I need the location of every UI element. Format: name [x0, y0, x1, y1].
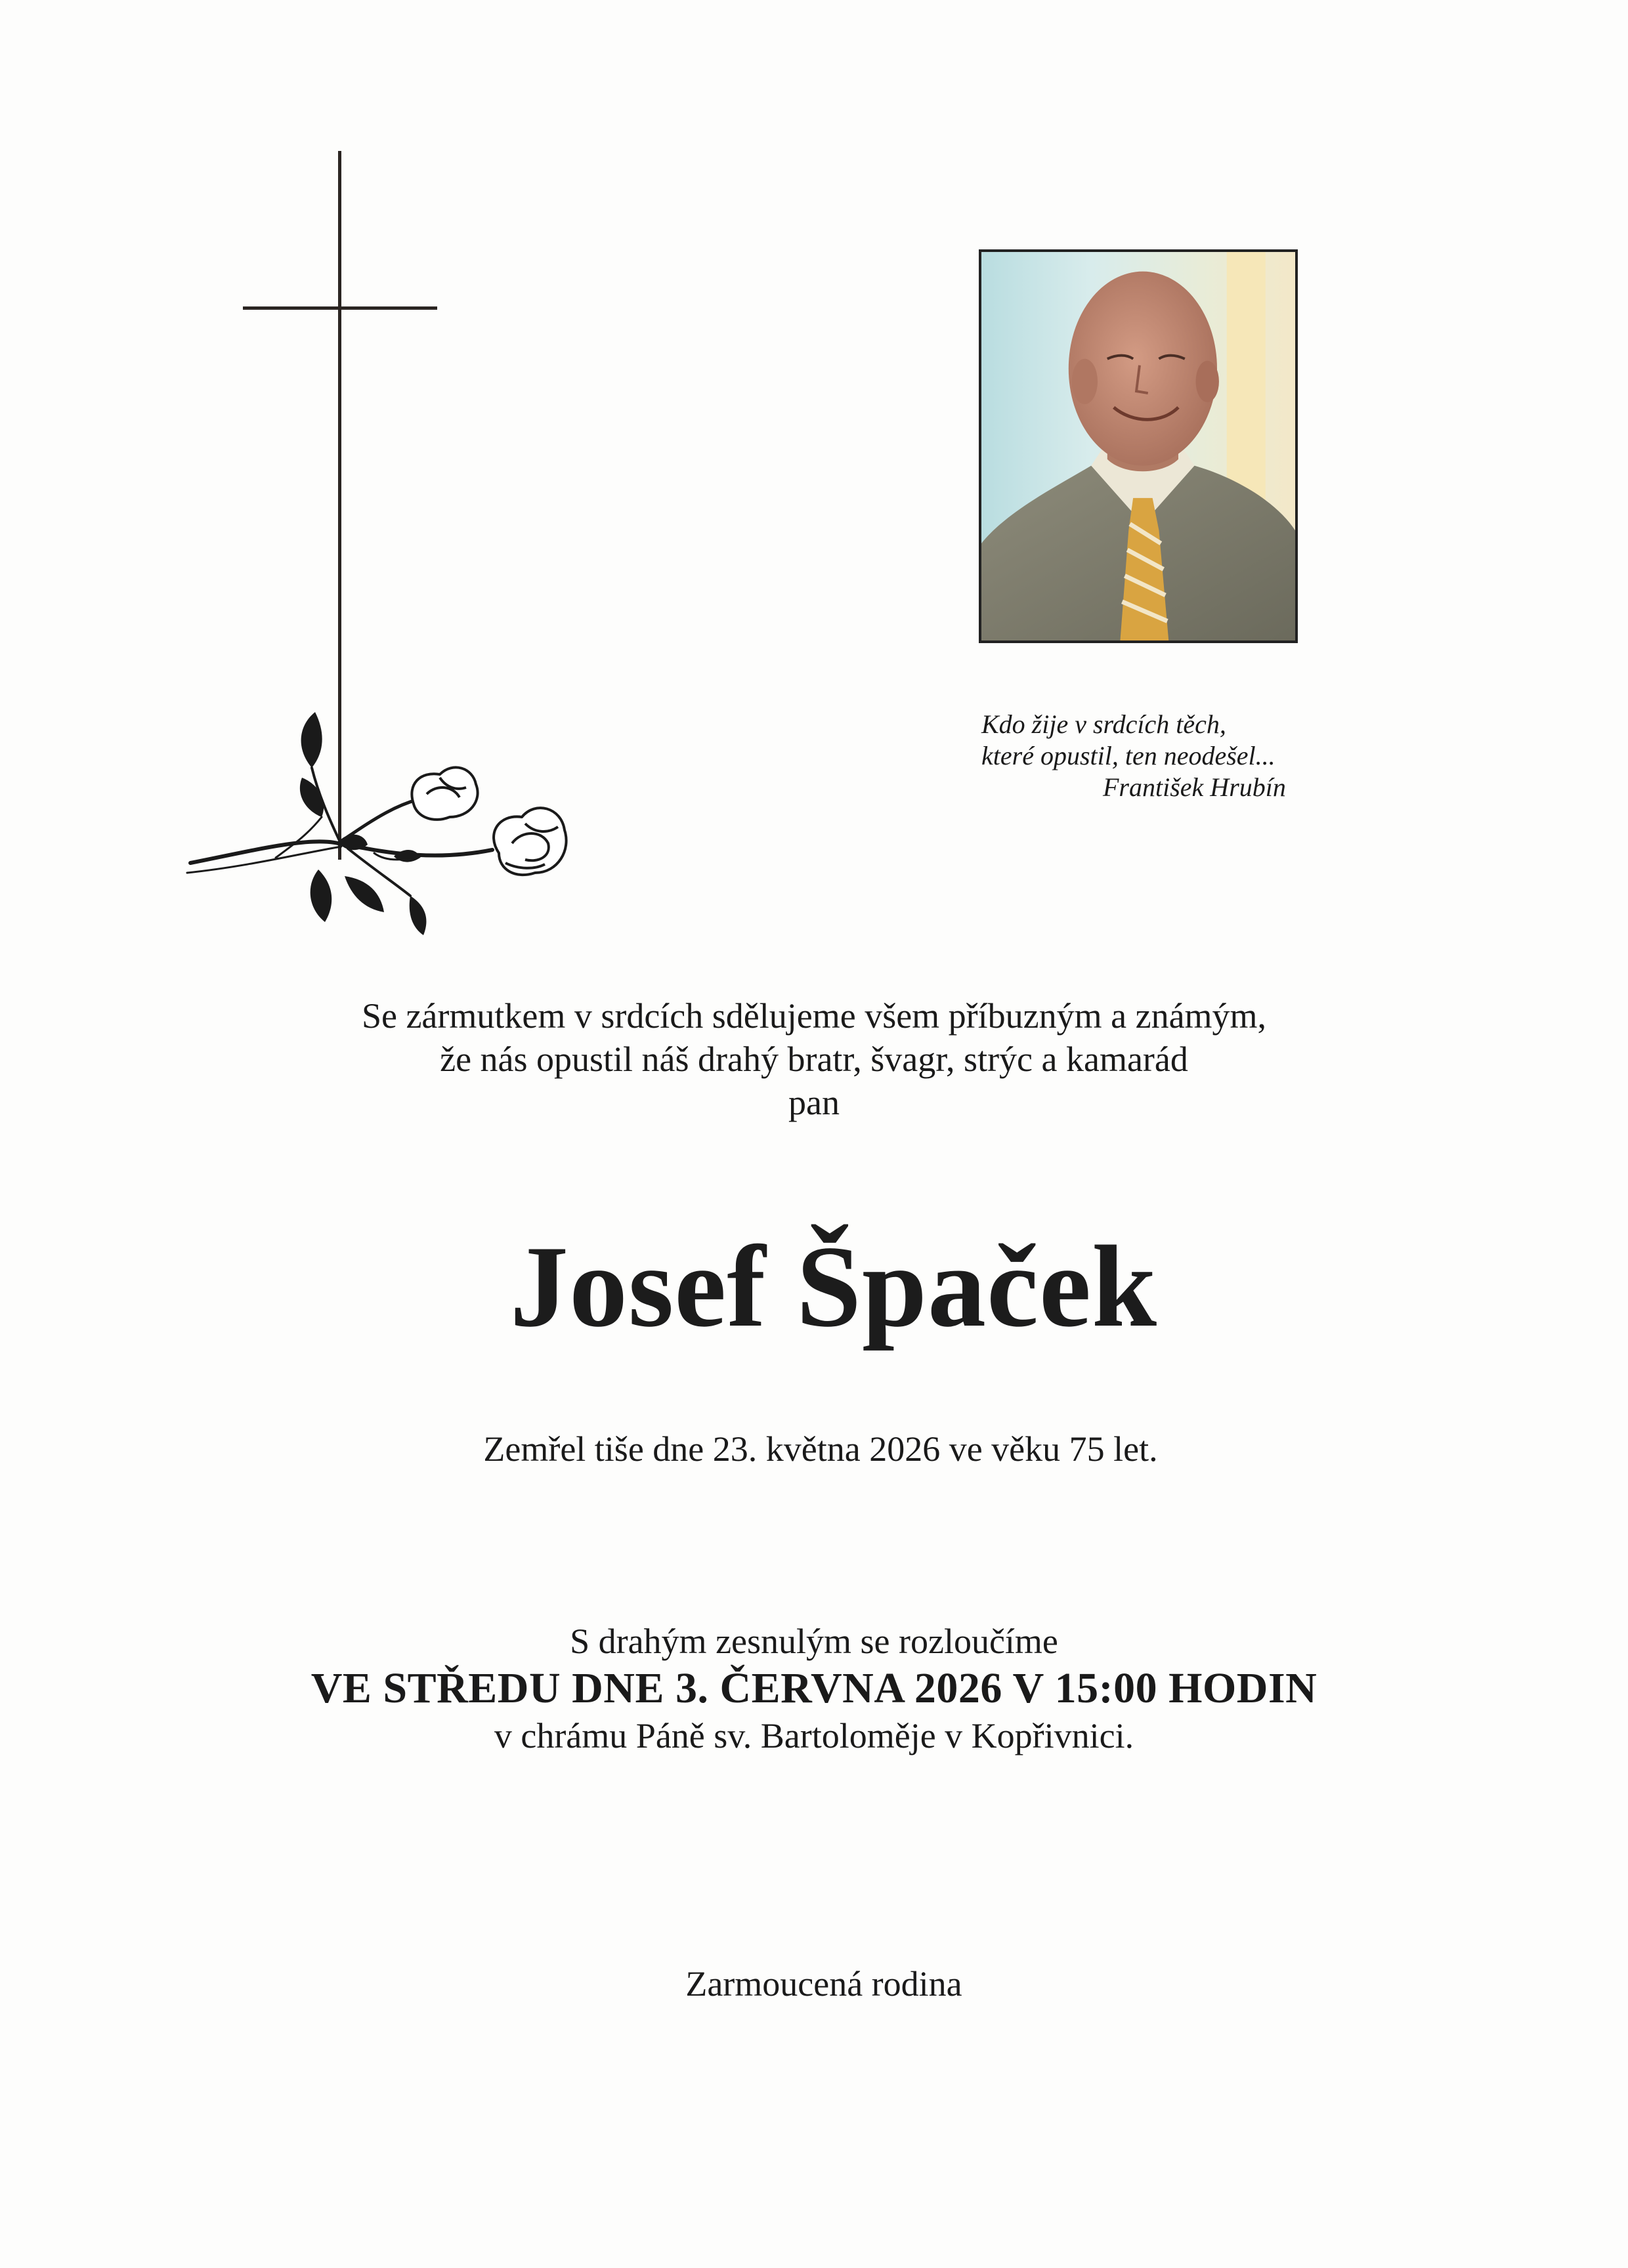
farewell-location: v chrámu Páně sv. Bartoloměje v Kopřivnici.	[494, 1716, 1134, 1755]
rose-leaves	[300, 712, 427, 935]
announcement-intro	[0, 994, 1628, 1124]
cross-with-roses-icon	[177, 148, 571, 935]
cross-horizontal-bar	[243, 306, 437, 310]
rose-blossoms	[412, 767, 566, 875]
quote-author: František Hrubín	[1103, 772, 1286, 802]
memorial-quote	[981, 709, 1349, 803]
rose-bloom-right	[494, 808, 567, 875]
death-notice: Zemřel tiše dne 23. května 2026 ve věku 75 let.	[483, 1429, 1158, 1469]
farewell-line-1: S drahým zesnulým se rozloučíme	[570, 1622, 1058, 1661]
intro-line-3: pan	[788, 1083, 840, 1122]
intro-line-2: že nás opustil náš drahý bratr, švagr, strýc a kamarád	[440, 1040, 1188, 1079]
quote-line-1: Kdo žije v srdcích těch,	[981, 709, 1226, 739]
portrait-photo	[979, 249, 1298, 643]
quote-line-2: které opustil, ten neodešel...	[981, 741, 1275, 770]
farewell-details	[0, 1620, 1628, 1757]
farewell-date-time: VE STŘEDU DNE 3. ČERVNA 2026 V 15:00 HODIN	[311, 1664, 1317, 1712]
family-signature: Zarmoucená rodina	[685, 1964, 962, 2004]
intro-line-1: Se zármutkem v srdcích sdělujeme všem příbuzným a známým,	[361, 996, 1267, 1036]
rose-bud-upper	[412, 767, 477, 820]
deceased-name: Josef Špaček	[509, 1221, 1158, 1351]
cross-vertical-bar	[338, 151, 341, 860]
